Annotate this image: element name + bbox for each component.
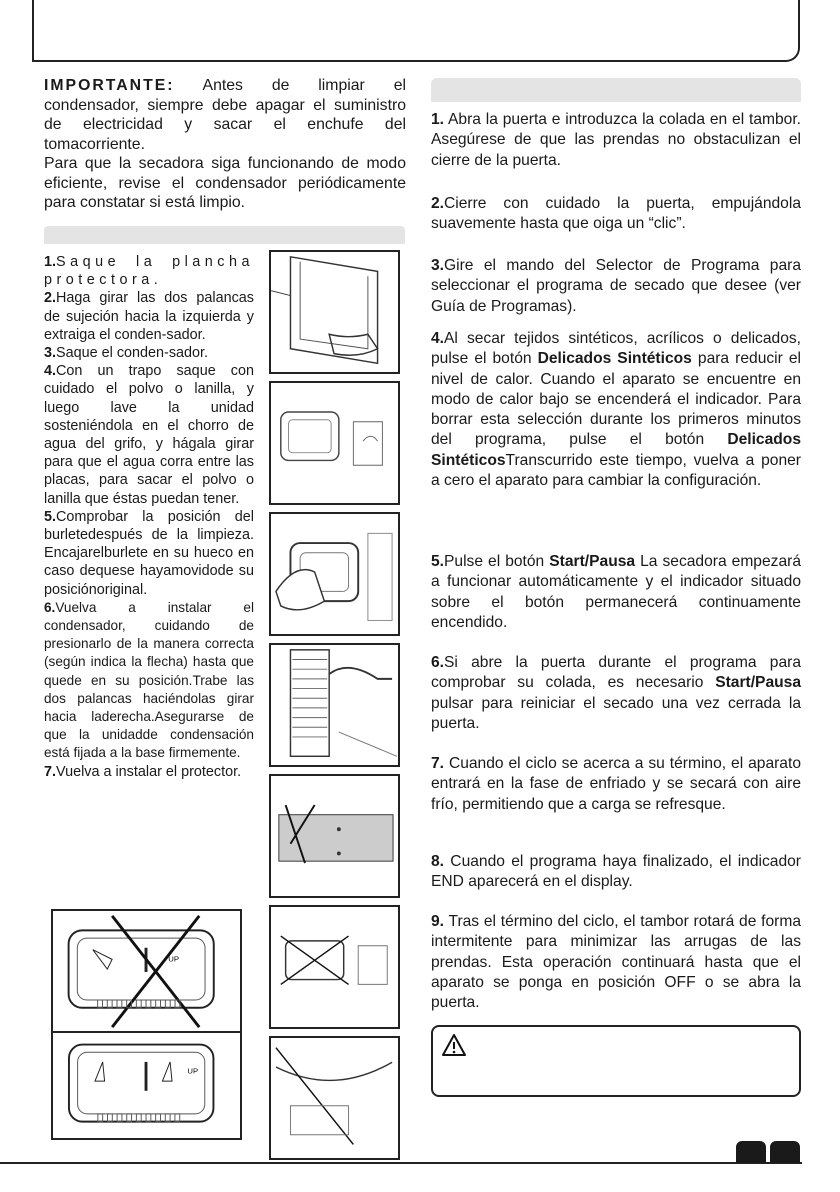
- start-pause-label: Start/Pausa: [715, 674, 801, 692]
- cleaning-step: [44, 599, 254, 763]
- step-text: Cuando el programa haya finalizado, el indicador END aparecerá en el display.: [431, 853, 801, 891]
- illustration-levers-ok: [51, 1031, 242, 1140]
- step-text: Abra la puerta e introduzca la colada en el tambor. Asegúrese de que las prendas no obstaculizan el cierre de la puerta.: [431, 111, 801, 169]
- important-text: Antes de limpiar el condensador, siempre debe apagar el suministro de electricidad y sacar el enchufe del tomacorriente.: [44, 77, 406, 153]
- efficiency-notice: Para que la secadora siga funcionando de modo eficiente, revise el condensador periódicamente para constatar si está limpio.: [44, 155, 406, 211]
- instruction-step: [431, 912, 801, 1013]
- rinse-condenser-drawing: [271, 645, 398, 765]
- instruction-step: [431, 110, 801, 171]
- step-number: 5.: [431, 553, 445, 570]
- step-number: 6.: [44, 599, 56, 615]
- up-label: UP: [168, 954, 180, 964]
- instruction-step: [431, 552, 801, 633]
- step-number: 3.: [44, 345, 57, 362]
- important-label: IMPORTANTE:: [44, 77, 175, 94]
- illustration-remove-plate: [269, 250, 400, 374]
- cleaning-step: [44, 362, 254, 508]
- step-number: 7.: [44, 763, 57, 780]
- footer-rule: [0, 1162, 802, 1164]
- intro-section: [44, 76, 406, 213]
- cleaning-step: [44, 253, 254, 289]
- seal-drawing: [271, 776, 398, 896]
- clean-condenser-drawing: [271, 514, 398, 634]
- step-number: 2.: [431, 195, 445, 212]
- step-text: Tras el término del ciclo, el tambor rotará de forma intermitente para minimizar las arrugas de las prendas. Esta operación continuará hasta que el aparato se ponga en posición OFF o se abra la puerta.: [431, 913, 801, 1012]
- start-pause-label: Start/Pausa: [549, 553, 636, 570]
- step-number: 6.: [431, 654, 445, 671]
- illustration-reinstall-correct: [269, 1036, 400, 1160]
- step-text: Si abre la puerta durante el programa para comprobar su colada, es necesario: [431, 654, 801, 692]
- warning-icon: [441, 1033, 467, 1057]
- up-label: UP: [187, 1066, 199, 1076]
- cleaning-step: [44, 763, 254, 781]
- cleaning-step: [44, 289, 254, 344]
- step-number: 9.: [431, 913, 445, 930]
- illustration-reinstall-wrong: [269, 905, 400, 1029]
- cleaning-step: [44, 508, 254, 599]
- illustration-seal: [269, 774, 400, 898]
- step-number: 4.: [44, 363, 57, 380]
- reinstall-wrong-drawing: [271, 907, 398, 1027]
- delicate-button-label: Delicados Sintéticos: [431, 431, 801, 469]
- important-notice: [44, 76, 406, 154]
- instruction-step: [431, 256, 801, 317]
- step-text: Comprobar la posición del burletedespués de la limpieza. Encajarelburlete en su hueco en caso dequese hayamovidode su posiciónoriginal.: [44, 508, 254, 598]
- step-text: Vuelva a instalar el condensador, cuidando de presionarlo de la manera correcta (según indica la flecha) hasta que quede en su posición.Trabe las dos palancas haciéndolas girar hacia laderecha.Asegurarse de que la unidadde condensación está fijada a la base firmemente.: [44, 599, 254, 761]
- step-text: pulsar para reiniciar el secado una vez cerrada la puerta.: [431, 694, 801, 732]
- instruction-step: [431, 852, 801, 893]
- step-text: Haga girar las dos palancas de sujeción hacia la izquierda y extraiga el conden-sador.: [44, 290, 254, 343]
- instructions-heading-bar: [431, 78, 801, 102]
- page-header-frame: [32, 0, 800, 62]
- step-text: Con un trapo saque con cuidado el polvo o lanilla, y luego lave la unidad sosteniéndola en el chorro de agua del grifo, y hágala girar para que el agua corra entre las placas, para sacar el polvo o lanilla que éstas puedan tener.: [44, 363, 254, 507]
- step-number: 4.: [431, 330, 445, 347]
- illustration-levers: [269, 381, 400, 505]
- instruction-step: [431, 194, 801, 235]
- reinstall-correct-drawing: [271, 1038, 398, 1158]
- cleaning-step: [44, 344, 254, 362]
- warning-box: [431, 1025, 801, 1097]
- step-number: 7.: [431, 755, 445, 772]
- page-tab-left: [736, 1141, 766, 1163]
- step-number: 8.: [431, 853, 445, 870]
- step-text: Vuelva a instalar el protector.: [56, 763, 242, 780]
- step-number: 3.: [431, 257, 445, 274]
- illustration-clean-condenser: [269, 512, 400, 636]
- illustration-levers-crossed: [51, 909, 242, 1033]
- levers-ok-drawing: [53, 1033, 240, 1138]
- illustration-rinse-condenser: [269, 643, 400, 767]
- step-number: 2.: [44, 290, 57, 307]
- levers-drawing: [271, 383, 398, 503]
- instruction-step: [431, 653, 801, 734]
- step-number: 5.: [44, 508, 57, 525]
- instruction-step: [431, 329, 801, 491]
- step-text: Al secar tejidos sintéticos, acrílicos o delicados, pulse el botón: [431, 330, 801, 368]
- step-text: La secadora empezará a funcionar automáticamente y el indicador situado sobre el botón permanecerá continuamente encendido.: [431, 553, 801, 631]
- cleaning-steps: [44, 253, 254, 781]
- instruction-step: [431, 754, 801, 815]
- remove-plate-drawing: [271, 252, 398, 372]
- step-number: 1.: [44, 254, 57, 270]
- step-number: 1.: [431, 111, 445, 128]
- step-text: Cierre con cuidado la puerta, empujándola suavemente hasta que oiga un “clic”.: [431, 195, 801, 233]
- levers-crossed-drawing: [53, 911, 240, 1031]
- page-tab-right: [770, 1141, 800, 1163]
- step-text: Cuando el ciclo se acerca a su término, el aparato entrará en la fase de enfriado y se secará con aire frío, permitiendo que a carga se refresque.: [431, 755, 801, 813]
- delicate-button-label: Delicados Sintéticos: [537, 350, 692, 368]
- step-text: Saque la plancha protectora.: [44, 254, 254, 289]
- cleaning-heading-bar: [44, 226, 405, 244]
- step-text: Transcurrido este tiempo, vuelva a poner a cero el aparato para cambiar la configuración.: [431, 451, 801, 490]
- step-text: Saque el conden-sador.: [56, 345, 209, 362]
- step-text: para reducir el nivel de calor. Cuando el aparato se encuentre en modo de calor bajo se encenderá el indicador. Para borrar esta selección durante los primeros minutos del programa, pulse el botón: [431, 350, 802, 449]
- step-text: Pulse el botón: [444, 553, 550, 570]
- step-text: Gire el mando del Selector de Programa para seleccionar el programa de secado que desee (ver Guía de Programas).: [431, 257, 801, 315]
